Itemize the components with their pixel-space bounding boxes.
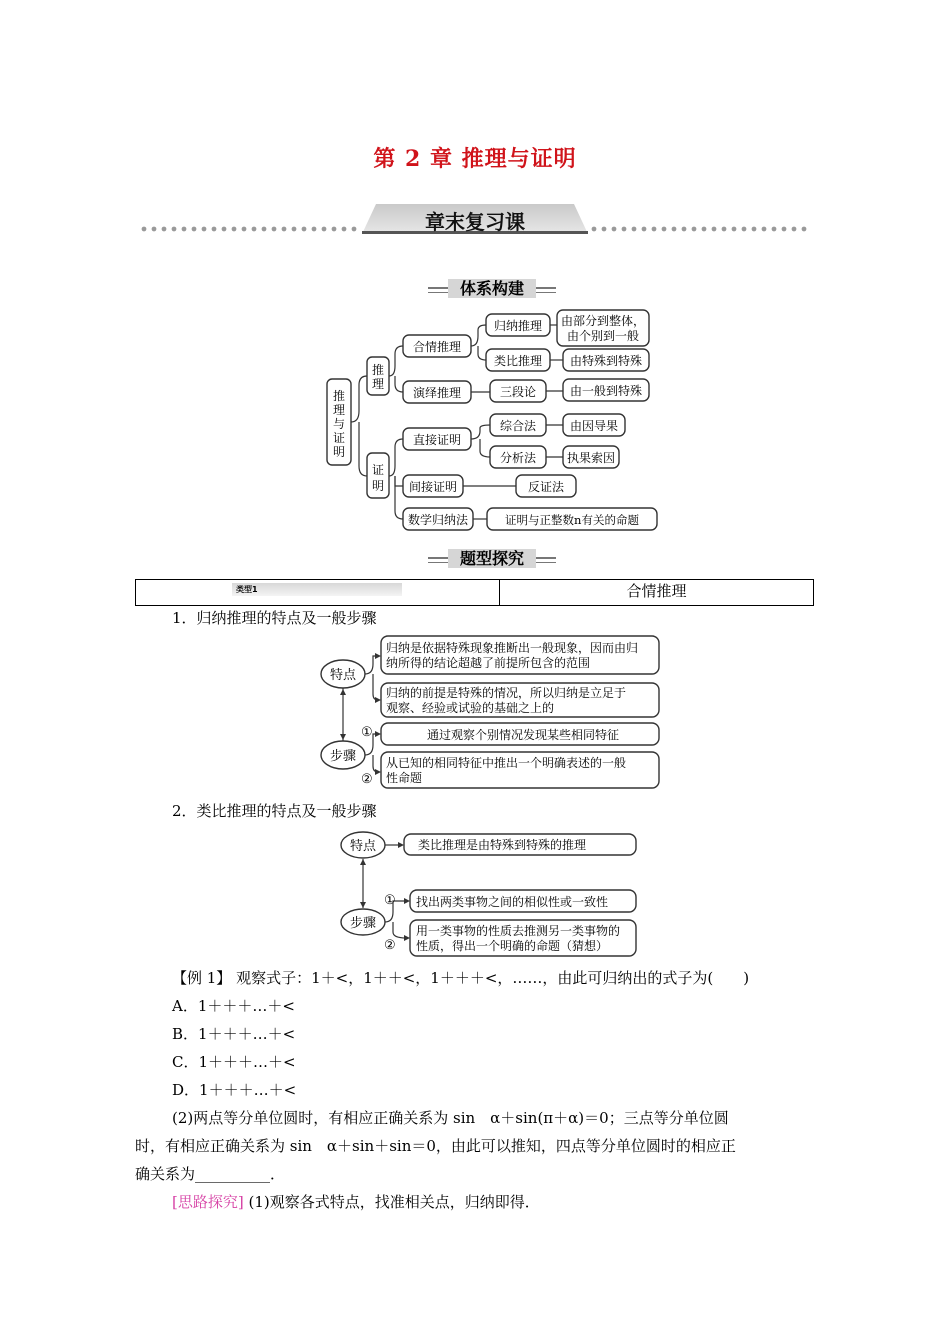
mindmap-zonghe: 综合法 (499, 419, 537, 433)
diagram1-tedian: 特点 (329, 668, 357, 683)
mindmap-guina: 归纳推理 (493, 319, 543, 333)
types-banner-text: 题型探究 (459, 549, 524, 568)
mindmap-jianjie: 间接证明 (408, 480, 458, 494)
part2-line2: 时，有相应正确关系为 sin α＋sin＋sin＝0，由此可以推知，四点等分单位圆时的相应正 (135, 1137, 736, 1155)
mindmap-fenxi-desc: 执果索因 (566, 451, 616, 465)
mindmap-yanyi: 演绎推理 (412, 386, 462, 400)
diagram1-step1: 通过观察个别情况发现某些相同特征 (426, 728, 620, 742)
mindmap-leibi-desc: 由特殊到特殊 (569, 354, 643, 368)
diagram1-buzhou: 步骤 (329, 749, 357, 764)
example-question (172, 964, 749, 993)
diagram1-step1-num: ① (361, 725, 373, 740)
diagram1-step2-line2: 性命题 (386, 771, 423, 785)
example-label: 【例 1】 (172, 969, 232, 987)
diagram2-step2-line2: 性质，得出一个明确的命题（猜想） (416, 939, 609, 953)
diagram2-step2-line1: 用一类事物的性质去推测另一类事物的 (416, 924, 621, 938)
mindmap-root-label: 推理与证明 (333, 389, 346, 459)
example-question-text: 观察式子：1＋<，1＋＋<，1＋＋＋<，……，由此可归纳出的式子为( ) (231, 969, 750, 987)
diagram2-tedian: 特点 (349, 839, 377, 854)
option-d: D．1＋＋＋…＋< (172, 1081, 297, 1099)
mindmap-shuxue: 数学归纳法 (407, 513, 469, 527)
structure-banner-text: 体系构建 (459, 279, 524, 298)
mindmap-zonghe-desc: 由因导果 (569, 419, 619, 433)
chapter-title: 第 2 章 推理与证明 (373, 146, 577, 172)
diagram2-point: 类比推理是由特殊到特殊的推理 (418, 838, 587, 852)
mindmap-branch-reasoning-label: 推理 (372, 363, 385, 391)
heading-induction: 1．归纳推理的特点及一般步骤 (172, 609, 377, 627)
type-tag: 类型1 (232, 583, 402, 596)
hint-line (172, 1188, 540, 1217)
part2-line3: 确关系为__________． (135, 1165, 286, 1183)
heading-analogy: 2．类比推理的特点及一般步骤 (172, 802, 377, 820)
mindmap-sanduan-desc: 由一般到特殊 (569, 384, 643, 398)
part2-line1: (2)两点等分单位圆时，有相应正确关系为 sin α＋sin(π＋α)＝0；三点等分单位圆 (172, 1109, 729, 1127)
option-a: A．1＋＋＋…＋< (172, 997, 295, 1015)
mindmap-leibi: 类比推理 (493, 354, 543, 368)
diagram2-buzhou: 步骤 (349, 916, 377, 931)
diagram1-step2-line1: 从已知的相同特征中推出一个明确表述的一般 (386, 756, 627, 770)
hint-label: [思路探究] (172, 1193, 244, 1211)
hint-text: (1)观察各式特点，找准相关点，归纳即得． (243, 1193, 540, 1211)
structure-banner (428, 277, 556, 299)
analogy-diagram (338, 828, 643, 960)
mindmap-heqing: 合情推理 (412, 340, 462, 354)
diagram1-point1-line2: 纳所得的结论超越了前提所包含的范围 (386, 656, 591, 670)
type-table (135, 579, 814, 606)
option-c: C．1＋＋＋…＋< (172, 1053, 296, 1071)
diagram1-point2-line2: 观察、经验或试验的基础之上的 (386, 701, 555, 715)
section-banner-text: 章末复习课 (425, 210, 525, 234)
section-banner (140, 204, 810, 234)
diagram1-point1-line1: 归纳是依据特殊现象推断出一般现象，因而由归 (386, 641, 639, 655)
mindmap-shuxue-desc: 证明与正整数n有关的命题 (505, 513, 639, 527)
diagram1-point2-line1: 归纳的前提是特殊的情况，所以归纳是立足于 (386, 686, 627, 700)
mindmap-guina-desc-2: 由个别到一般 (566, 329, 640, 343)
option-b: B．1＋＋＋…＋< (172, 1025, 296, 1043)
mindmap-guina-desc-1: 由部分到整体， (560, 314, 646, 328)
diagram2-step2-num: ② (384, 938, 396, 953)
diagram2-step1: 找出两类事物之间的相似性或一致性 (416, 895, 609, 909)
mindmap-sanduan: 三段论 (499, 385, 537, 399)
mindmap-branch-proof-label: 证明 (372, 463, 385, 493)
mindmap-fanzheng: 反证法 (527, 480, 565, 494)
mindmap-zhijie: 直接证明 (412, 433, 462, 447)
types-banner (428, 547, 556, 569)
knowledge-mindmap (320, 306, 665, 534)
type-table-title: 合情推理 (626, 582, 687, 600)
type-table-tag-cell (136, 580, 500, 605)
diagram2-step1-num: ① (384, 893, 396, 908)
diagram1-step2-num: ② (361, 772, 373, 787)
induction-diagram (318, 632, 663, 792)
mindmap-fenxi: 分析法 (499, 451, 537, 465)
